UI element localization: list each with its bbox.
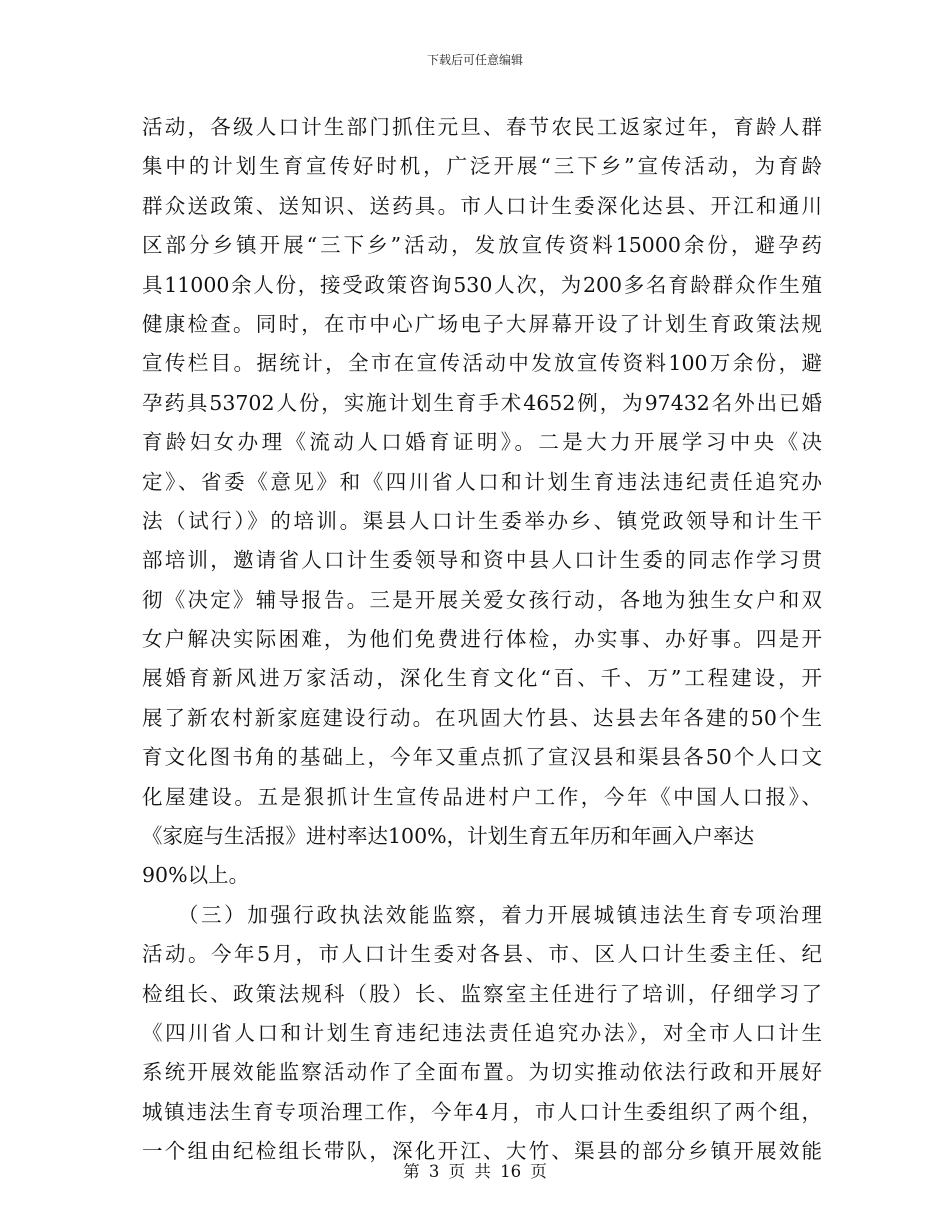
body-line: 展婚育新风进万家活动，深化生育文化“百、千、万”工程建设，开: [142, 666, 822, 691]
body-line: 育龄妇女办理《流动人口婚育证明》。二是大力开展学习中央《决: [142, 430, 822, 455]
body-line: 具11000余人份，接受政策咨询530人次，为200多名育龄群众作生殖: [142, 272, 822, 297]
body-line: 《四川省人口和计划生育违纪违法责任追究办法》，对全市人口计生: [142, 1020, 822, 1045]
document-body: [142, 108, 822, 1172]
body-line: 展了新农村新家庭建设行动。在巩固大竹县、达县去年各建的50个生: [142, 705, 822, 730]
body-line: 城镇违法生育专项治理工作，今年4月，市人口计生委组织了两个组，: [142, 1099, 822, 1124]
body-line: 检组长、政策法规科（股）长、监察室主任进行了培训，仔细学习了: [142, 981, 822, 1006]
body-line: （三）加强行政执法效能监察，着力开展城镇违法生育专项治理: [142, 902, 822, 927]
body-line: 化屋建设。五是狠抓计生宣传品进村户工作，今年《中国人口报》、: [142, 784, 822, 809]
body-line: 区部分乡镇开展“三下乡”活动，发放宣传资料15000余份，避孕药: [142, 233, 822, 258]
body-line: 孕药具53702人份，实施计划生育手术4652例，为97432名外出已婚: [142, 390, 822, 415]
body-line: 彻《决定》辅导报告。三是开展关爱女孩行动，各地为独生女户和双: [142, 587, 822, 612]
body-line: 宣传栏目。据统计，全市在宣传活动中发放宣传资料100万余份，避: [142, 351, 822, 376]
body-line: 部培训，邀请省人口计生委领导和资中县人口计生委的同志作学习贯: [142, 548, 822, 573]
body-line: 法（试行）》的培训。渠县人口计生委举办乡、镇党政领导和计生干: [142, 508, 822, 533]
body-line: 健康检查。同时，在市中心广场电子大屏幕开设了计划生育政策法规: [142, 311, 822, 336]
page-header: 下载后可任意编辑: [426, 53, 523, 67]
body-line: 《家庭与生活报》进村率达100%，计划生育五年历和年画入户率达: [142, 824, 755, 849]
body-line: 定》、省委《意见》和《四川省人口和计划生育违法违纪责任追究办: [142, 469, 822, 494]
body-line: 活动。今年5月，市人口计生委对各县、市、区人口计生委主任、纪: [142, 942, 822, 967]
body-line: 系统开展效能监察活动作了全面布置。为切实推动依法行政和开展好: [142, 1060, 822, 1085]
body-line: 群众送政策、送知识、送药具。市人口计生委深化达县、开江和通川: [142, 193, 822, 218]
body-line: 活动，各级人口计生部门抓住元旦、春节农民工返家过年，育龄人群: [142, 115, 822, 139]
body-line: 女户解决实际困难，为他们免费进行体检，办实事、办好事。四是开: [142, 627, 822, 652]
page-footer: 第 3 页 共 16 页: [403, 1162, 547, 1181]
body-line: 育文化图书角的基础上，今年又重点抓了宣汉县和渠县各50个人口文: [142, 745, 822, 770]
body-line: 一个组由纪检组长带队，深化开江、大竹、渠县的部分乡镇开展效能: [142, 1139, 822, 1164]
body-line: 90%以上。: [142, 863, 250, 888]
body-line: 集中的计划生育宣传好时机，广泛开展“三下乡”宣传活动，为育龄: [142, 154, 822, 179]
